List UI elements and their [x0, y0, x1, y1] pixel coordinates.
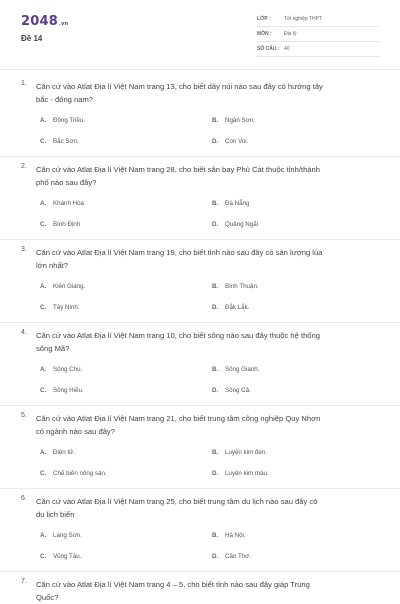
option-letter: B.	[212, 366, 219, 373]
answer-option-d[interactable]	[212, 221, 258, 228]
option-letter: A.	[40, 366, 47, 373]
question-divider	[0, 488, 400, 489]
answer-option-b[interactable]	[212, 117, 255, 124]
class-label: LỚP :	[257, 16, 271, 22]
subject-info-row	[257, 29, 379, 42]
question-text-line: Căn cứ vào Atlat Địa lí Việt Nam trang 4 – 5, cho biết tỉnh nào sau đây giáp Trung	[36, 580, 310, 589]
question-divider	[0, 239, 400, 240]
answer-option-a[interactable]	[40, 200, 84, 207]
exam-header	[0, 0, 400, 70]
question-number: 1.	[21, 80, 27, 87]
option-letter: C.	[40, 553, 47, 560]
option-letter: D.	[212, 470, 219, 477]
question-text-line: bắc - đông nam?	[36, 95, 93, 104]
option-text: Bình Thuận.	[225, 283, 259, 290]
question-divider	[0, 156, 400, 157]
question-text-line: lớn nhất?	[36, 261, 69, 270]
question-text-line: phố nào sau đây?	[36, 178, 97, 187]
answer-option-c[interactable]	[40, 221, 80, 228]
option-text: Khánh Hòa	[53, 200, 84, 207]
option-letter: C.	[40, 470, 47, 477]
option-text: Ngân Sơn.	[225, 117, 255, 124]
answer-option-d[interactable]	[212, 138, 248, 145]
question-text-line: du lịch biển	[36, 510, 75, 519]
answer-option-d[interactable]	[212, 304, 249, 311]
option-letter: D.	[212, 221, 219, 228]
option-text: Vũng Tàu.	[53, 553, 82, 560]
answer-option-c[interactable]	[40, 470, 107, 477]
option-letter: B.	[212, 532, 219, 539]
question-number: 2.	[21, 163, 27, 170]
option-letter: A.	[40, 200, 47, 207]
option-letter: C.	[40, 387, 47, 394]
answer-option-d[interactable]	[212, 387, 251, 394]
question-divider	[0, 322, 400, 323]
answer-option-a[interactable]	[40, 283, 85, 290]
question-text-line: Quốc?	[36, 593, 59, 602]
answer-option-c[interactable]	[40, 387, 84, 394]
answer-option-b[interactable]	[212, 283, 259, 290]
answer-option-b[interactable]	[212, 532, 246, 539]
option-letter: C.	[40, 221, 47, 228]
subject-label: MÔN :	[257, 31, 272, 37]
question-text-line: Căn cứ vào Atlat Địa lí Việt Nam trang 28, cho biết sân bay Phù Cát thuộc tỉnh/thành	[36, 165, 320, 174]
question-count-value: 40	[284, 46, 290, 52]
question-number: 4.	[21, 329, 27, 336]
answer-option-c[interactable]	[40, 138, 79, 145]
question-text	[36, 80, 372, 106]
class-value: Tốt nghiệp THPT	[284, 16, 322, 22]
option-text: Quảng Ngãi	[225, 221, 259, 228]
answer-option-a[interactable]	[40, 366, 82, 373]
question-number: 3.	[21, 246, 27, 253]
option-letter: A.	[40, 532, 47, 539]
option-letter: B.	[212, 117, 219, 124]
answer-option-b[interactable]	[212, 200, 249, 207]
answer-option-d[interactable]	[212, 553, 251, 560]
option-letter: A.	[40, 283, 47, 290]
option-text: Sông Cả.	[225, 387, 251, 394]
option-text: Sông Hiếu.	[53, 387, 84, 394]
option-text: Lạng Sơn.	[53, 532, 82, 539]
option-text: Sông Gianh.	[225, 366, 260, 373]
answer-option-a[interactable]	[40, 532, 82, 539]
site-logo[interactable]	[21, 14, 68, 29]
question-text-line: Căn cứ vào Atlat Địa lí Việt Nam trang 21, cho biết trung tâm công nghiệp Quy Nhơn	[36, 414, 321, 423]
question-text	[36, 163, 372, 189]
option-text: Con Voi.	[225, 138, 249, 145]
answer-option-d[interactable]	[212, 470, 269, 477]
option-text: Điện tử.	[53, 449, 76, 456]
option-text: Đà Nẵng	[225, 200, 250, 207]
option-text: Kiên Giang.	[53, 283, 86, 290]
option-text: Bình Định	[53, 221, 81, 228]
question-text-line: sông Mã?	[36, 344, 70, 353]
subject-value: Địa lý	[284, 31, 297, 37]
question-text	[36, 329, 372, 355]
header-divider	[0, 69, 400, 70]
question-divider	[0, 405, 400, 406]
question-text	[36, 578, 372, 604]
question-text	[36, 412, 372, 438]
question-text-line: Căn cứ vào Atlat Địa lí Việt Nam trang 19, cho biết tỉnh nào sau đây có sản lượng lúa	[36, 248, 323, 257]
option-text: Tây Ninh.	[53, 304, 80, 311]
logo-suffix: .vn	[58, 21, 69, 27]
question-count-row	[257, 44, 379, 57]
option-letter: D.	[212, 304, 219, 311]
class-info-row	[257, 14, 379, 27]
question-divider	[0, 571, 400, 572]
option-letter: D.	[212, 553, 219, 560]
question-count-label: SỐ CÂU :	[257, 46, 280, 52]
question-text-line: có ngành nào sau đây?	[36, 427, 115, 436]
logo-text: 2048	[21, 14, 58, 29]
exam-code: Đề 14	[21, 34, 43, 43]
question-text	[36, 246, 372, 272]
option-text: Luyện kim đen.	[225, 449, 267, 456]
option-letter: B.	[212, 283, 219, 290]
option-text: Bắc Sơn.	[53, 138, 79, 145]
option-letter: D.	[212, 138, 219, 145]
question-number: 6.	[21, 495, 27, 502]
answer-option-b[interactable]	[212, 449, 267, 456]
option-letter: A.	[40, 449, 47, 456]
option-letter: C.	[40, 304, 47, 311]
option-text: Đông Triều.	[53, 117, 85, 124]
option-text: Luyện kim màu.	[225, 470, 269, 477]
option-letter: D.	[212, 387, 219, 394]
option-letter: B.	[212, 449, 219, 456]
option-letter: A.	[40, 117, 47, 124]
question-text	[36, 495, 372, 521]
answer-option-b[interactable]	[212, 366, 259, 373]
question-text-line: Căn cứ vào Atlat Địa lí Việt Nam trang 25, cho biết trung tâm du lịch nào sau đây có	[36, 497, 318, 506]
answer-option-a[interactable]	[40, 449, 75, 456]
option-text: Chế biến nông sản.	[53, 470, 107, 477]
answer-option-c[interactable]	[40, 304, 79, 311]
option-letter: C.	[40, 138, 47, 145]
answer-option-c[interactable]	[40, 553, 81, 560]
question-number: 5.	[21, 412, 27, 419]
answer-option-a[interactable]	[40, 117, 85, 124]
question-text-line: Căn cứ vào Atlat Địa lí Việt Nam trang 10, cho biết sông nào sau đây thuộc hệ thống	[36, 331, 320, 340]
question-number: 7.	[21, 578, 27, 585]
option-text: Sông Chu.	[53, 366, 83, 373]
option-text: Cần Thơ.	[225, 553, 251, 560]
option-text: Hà Nội.	[225, 532, 246, 539]
question-text-line: Căn cứ vào Atlat Địa lí Việt Nam trang 13, cho biết dãy núi nào sau đây có hướng tây	[36, 82, 323, 91]
option-text: Đắk Lắk.	[225, 304, 250, 311]
option-letter: B.	[212, 200, 219, 207]
